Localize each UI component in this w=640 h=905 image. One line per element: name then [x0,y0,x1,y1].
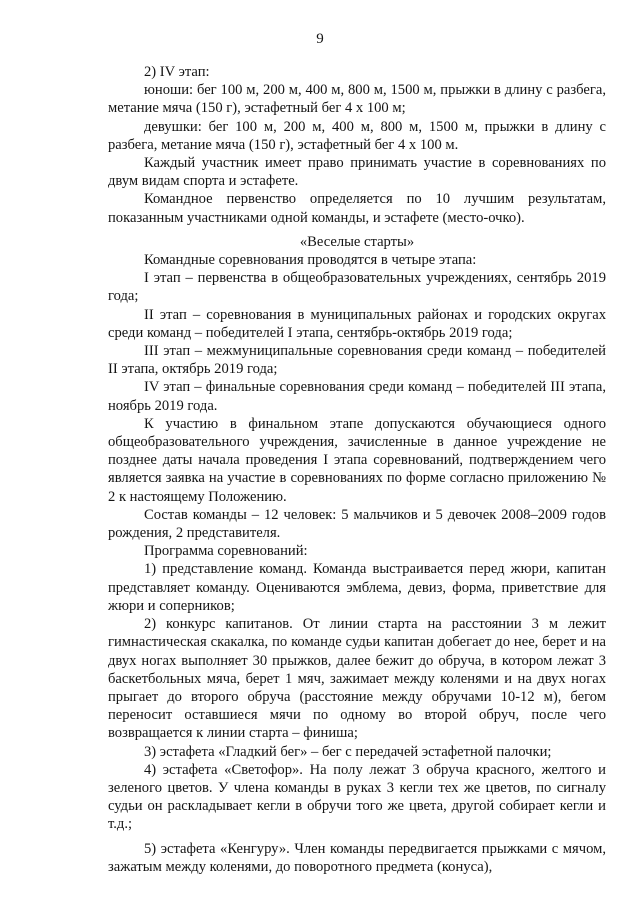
paragraph-program-item-5: 5) эстафета «Кенгуру». Член команды передвигается прыжками с мячом, зажатым между коленями, до поворотного предмета (конуса), [108,840,606,875]
page-number: 9 [316,31,324,47]
paragraph-program-item-2: 2) конкурс капитанов. От линии старта на расстоянии 3 м лежит гимнастическая скакалка, по команде судьи капитан добегает до нее, берет и на двух ногах выполняет 30 прыжков, далее бежит до обруча, в котором лежат 3 баскетбольных мяча, берет 1 мяч, зажимает между коленями и на двух ногах прыгает до второго обруча (расстояние между обручами 10-12 м), бегом переносит оставшиеся мячи по одному во второй обруч, после чего возвращается к линии старта – финиша; [108,616,606,742]
paragraph-stage-3: III этап – межмуниципальные соревнования среди команд – победителей II этапа, октябрь 2019 года; [108,343,606,378]
paragraph-program-item-4: 4) эстафета «Светофор». На полу лежат 3 обруча красного, желтого и зеленого цветов. У члена команды в руках 3 кегли тех же цветов, по сигналу судьи он раскладывает кегли в обручи того же цвета, другой собирает кегли и т.д.; [108,761,606,833]
paragraph-stages-intro: Командные соревнования проводятся в четыре этапа: [144,252,477,269]
paragraph-program-item-1: 1) представление команд. Команда выстраивается перед жюри, капитан представляет команду. Оцениваются эмблема, девиз, форма, приветствие для жюри и соперников; [108,561,606,614]
paragraph-stage-iv: 2) IV этап: [144,64,210,80]
paragraph-boys-events: юноши: бег 100 м, 200 м, 400 м, 800 м, 1500 м, прыжки в длину с разбега, метание мяча (150 г), эстафетный бег 4 х 100 м; [108,82,606,117]
section-heading-veselye-starty: «Веселые старты» [299,233,415,250]
paragraph-girls-events: девушки: бег 100 м, 200 м, 400 м, 800 м, 1500 м, прыжки в длину с разбега, метание мяча (150 г), эстафетный бег 4 х 100 м. [108,118,606,153]
document-body [108,63,606,876]
paragraph-stage-1: I этап – первенства в общеобразовательных учреждениях, сентябрь 2019 года; [108,270,606,305]
paragraph-participant-rights: Каждый участник имеет право принимать участие в соревнованиях по двум видам спорта и эстафете. [108,155,606,190]
paragraph-program-heading: Программа соревнований: [144,543,308,560]
paragraph-program-item-3: 3) эстафета «Гладкий бег» – бег с передачей эстафетной палочки; [144,743,552,760]
paragraph-stage-4: IV этап – финальные соревнования среди команд – победителей III этапа, ноябрь 2019 года. [108,379,606,414]
paragraph-stage-2: II этап – соревнования в муниципальных районах и городских округах среди команд – победителей I этапа, сентябрь-октябрь 2019 года; [108,306,606,341]
paragraph-team-standings: Командное первенство определяется по 10 лучшим результатам, показанным участниками одной команды, и эстафете (место-очко). [108,191,606,226]
paragraph-final-eligibility: К участию в финальном этапе допускаются обучающиеся одного общеобразовательного учреждения, зачисленные в данное учреждение не позднее даты начала проведения I этапа соревнований, подтверждением чего является заявка на участие в соревнованиях по форме согласно приложению № 2 к настоящему Положению. [108,415,606,505]
paragraph-team-composition: Состав команды – 12 человек: 5 мальчиков и 5 девочек 2008–2009 годов рождения, 2 представителя. [108,506,606,542]
